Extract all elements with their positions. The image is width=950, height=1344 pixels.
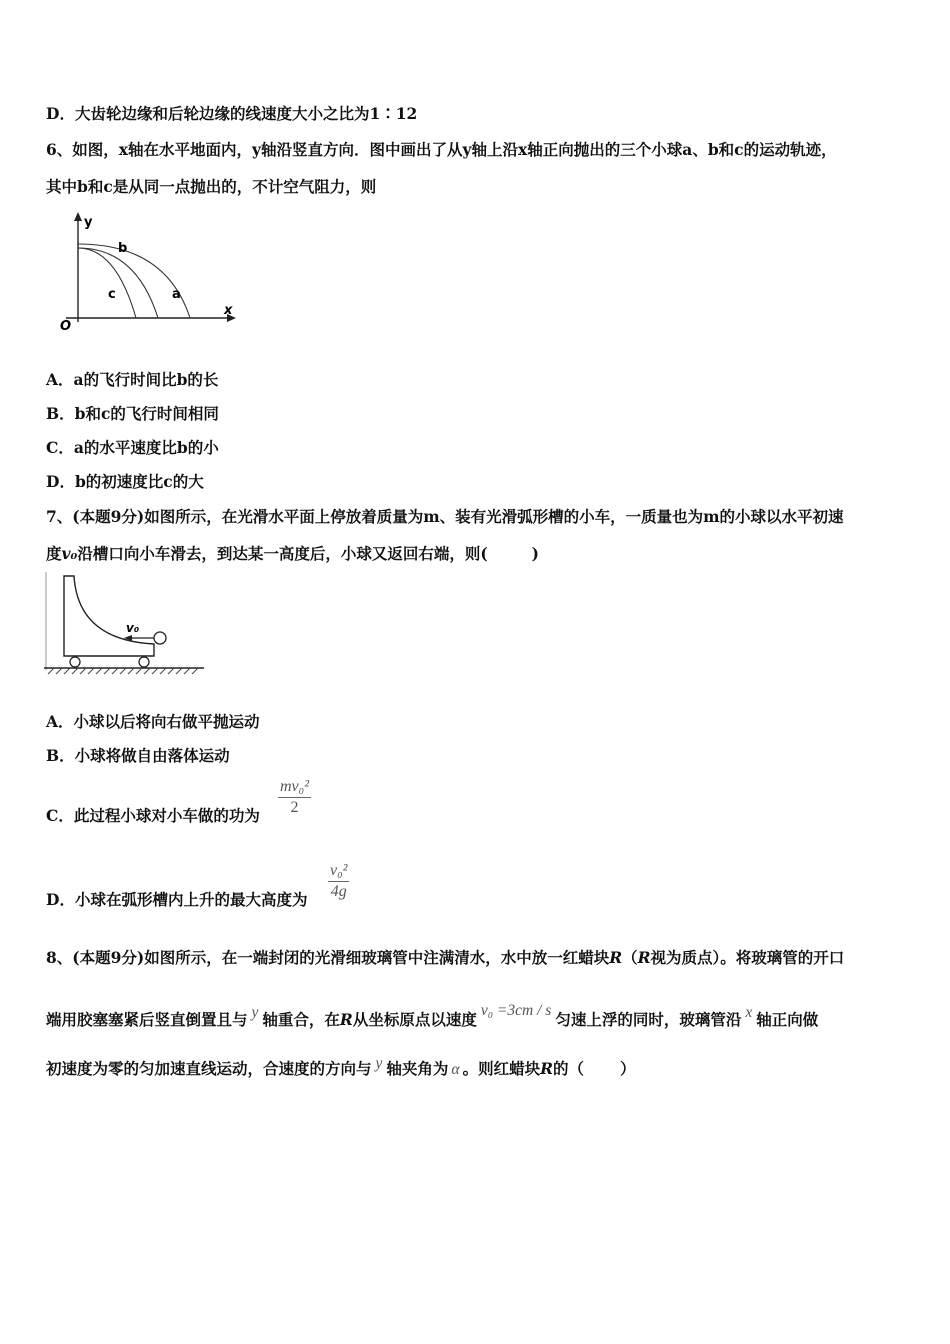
trajectory-a <box>78 244 190 318</box>
ground-hatching <box>48 668 198 674</box>
cart-wheel-right <box>139 657 149 667</box>
q6-option-a: A．a的飞行时间比b的长 <box>46 370 219 389</box>
q8-stem-line2 <box>46 1002 819 1030</box>
q7-cart-figure <box>44 570 206 676</box>
q6-option-b: B．b和c的飞行时间相同 <box>46 404 219 423</box>
q5-option-d: D．大齿轮边缘和后轮边缘的线速度大小之比为1∶12 <box>46 104 418 123</box>
r-symbol: R <box>637 948 651 967</box>
v0-label: v₀ <box>126 621 140 635</box>
q8-text: 8、(本题9分)如图所示，在一端封闭的光滑细玻璃管中注满清水，水中放一红蜡块 <box>46 948 610 967</box>
q8-text: 端用胶塞塞紧后竖直倒置且与 <box>46 1010 248 1029</box>
q7-stem-line1: 7、(本题9分)如图所示，在光滑水平面上停放着质量为m、装有光滑弧形槽的小车，一质量也为m的小球以水平初速 <box>46 507 844 526</box>
alpha-symbol: α <box>451 1061 460 1078</box>
label-a: a <box>172 287 181 302</box>
q7-option-d: D．小球在弧形槽内上升的最大高度为 <box>46 890 308 909</box>
q7-stem-text-2: 沿槽口向小车滑去，到达某一高度后，小球又返回右端，则( <box>77 544 488 563</box>
r-symbol: R <box>339 1010 353 1029</box>
q8-text: 。则红蜡块 <box>462 1059 541 1078</box>
fraction-numerator: mv₀² <box>280 778 310 795</box>
q7-stem-text: 度 <box>46 544 62 563</box>
q7-option-c-fraction <box>278 778 311 817</box>
q8-text: 的（ <box>552 1059 584 1078</box>
origin-label: O <box>60 319 72 334</box>
q8-stem-line1 <box>46 946 844 968</box>
v0-equation: v₀ =3cm / s <box>480 1002 552 1019</box>
q6-stem-line2: 其中b和c是从同一点抛出的，不计空气阻力，则 <box>46 177 377 196</box>
q7-option-a: A．小球以后将向右做平抛运动 <box>46 712 260 731</box>
q7-stem-line2 <box>46 542 539 564</box>
fraction-bar <box>328 881 349 882</box>
x-symbol: x <box>745 1004 753 1021</box>
y-symbol: y <box>251 1004 259 1021</box>
y-axis-arrow <box>74 212 82 221</box>
q6-stem-line1: 6、如图，x轴在水平地面内，y轴沿竖直方向．图中画出了从y轴上沿x轴正向抛出的三个小球a、b和c的运动轨迹， <box>46 140 837 159</box>
q6-option-d: D．b的初速度比c的大 <box>46 472 204 491</box>
q7-option-c: C．此过程小球对小车做的功为 <box>46 806 260 825</box>
y-label: y <box>84 215 93 230</box>
fraction-bar <box>278 797 311 798</box>
label-c: c <box>108 287 116 302</box>
q6-option-c: C．a的水平速度比b的小 <box>46 438 219 457</box>
fraction-denominator: 4g <box>330 883 347 900</box>
q8-stem-line3 <box>46 1057 636 1079</box>
q8-text: 初速度为零的匀加速直线运动，合速度的方向与 <box>46 1059 372 1078</box>
r-symbol: R <box>540 1059 553 1078</box>
fraction-denominator: 2 <box>290 799 299 816</box>
q8-text: （ <box>622 948 638 967</box>
q8-text: ） <box>619 1059 636 1078</box>
label-b: b <box>118 241 128 256</box>
q7-option-d-fraction <box>328 862 349 901</box>
q8-text: 轴夹角为 <box>386 1059 449 1078</box>
cart-wheel-left <box>70 657 80 667</box>
q7-option-b: B．小球将做自由落体运动 <box>46 746 230 765</box>
trajectory-c <box>78 248 136 318</box>
ball <box>154 632 166 644</box>
trajectory-b <box>78 248 158 318</box>
q8-text: 轴正向做 <box>756 1010 819 1029</box>
fraction-numerator: v₀² <box>330 862 348 879</box>
q8-text: 从坐标原点以速度 <box>352 1010 477 1029</box>
q8-text: 匀速上浮的同时，玻璃管沿 <box>555 1010 742 1029</box>
q6-trajectory-figure <box>56 210 246 335</box>
r-symbol: R <box>609 948 623 967</box>
q8-text: 轴重合，在 <box>262 1010 340 1029</box>
q7-stem-close: ) <box>531 544 539 563</box>
y-symbol: y <box>375 1055 383 1072</box>
x-label: x <box>224 303 233 318</box>
q8-text: 视为质点）。将玻璃管的开口 <box>650 948 845 967</box>
cart-body <box>64 576 154 656</box>
v0-symbol: v₀ <box>61 544 78 563</box>
